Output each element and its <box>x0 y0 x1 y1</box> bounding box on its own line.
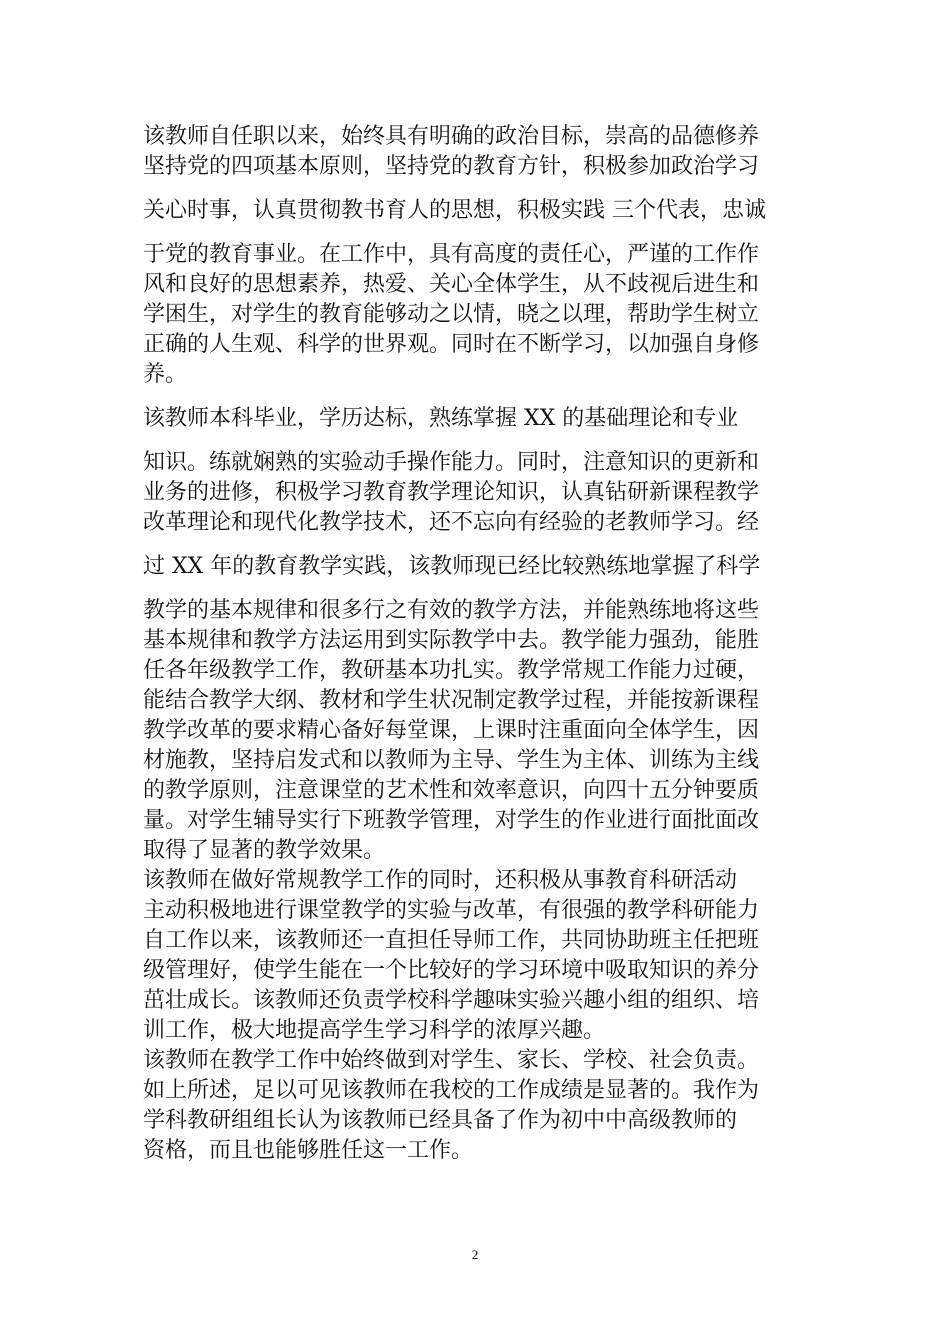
text-line: 过 XX 年的教育教学实践，该教师现已经比较熟练地掌握了科学 <box>143 554 761 579</box>
text-line: 正确的人生观、科学的世界观。同时在不断学习，以加强自身修 <box>143 332 760 357</box>
text-line: 材施教，坚持启发式和以教师为主导、学生为主体、训练为主线 <box>143 748 760 773</box>
text-line: 量。对学生辅导实行下班教学管理，对学生的作业进行面批面改 <box>143 808 760 833</box>
text-line: 关心时事，认真贯彻教书育人的思想，积极实践 三个代表，忠诚 <box>143 198 766 223</box>
page-number: 2 <box>471 1247 479 1262</box>
text-line: 养。 <box>143 362 188 387</box>
text-line: 教学改革的要求精心备好每堂课，上课时注重面向全体学生，因 <box>143 718 760 743</box>
text-line: 改革理论和现代化教学技术，还不忘向有经验的老教师学习。经 <box>143 510 760 535</box>
text-line: 坚持党的四项基本原则，坚持党的教育方针，积极参加政治学习 <box>143 154 760 179</box>
text-line: 自工作以来，该教师还一直担任导师工作，共同协助班主任把班 <box>143 928 760 953</box>
text-line: 该教师自任职以来，始终具有明确的政治目标，崇高的品德修养 <box>143 124 760 149</box>
text-line: 该教师本科毕业，学历达标，熟练掌握 XX 的基础理论和专业 <box>143 406 739 431</box>
text-line: 学科教研组组长认为该教师已经具备了作为初中中高级教师的 <box>143 1108 738 1133</box>
text-line: 基本规律和教学方法运用到实际教学中去。教学能力强劲，能胜 <box>143 628 760 653</box>
text-line: 能结合教学大纲、教材和学生状况制定教学过程，并能按新课程 <box>143 688 760 713</box>
text-line: 教学的基本规律和很多行之有效的教学方法，并能熟练地将这些 <box>143 598 760 623</box>
body-text <box>143 122 823 1166</box>
text-line: 学困生，对学生的教育能够动之以情，晓之以理，帮助学生树立 <box>143 302 760 327</box>
text-line: 知识。练就娴熟的实验动手操作能力。同时，注意知识的更新和 <box>143 450 760 475</box>
text-line: 风和良好的思想素养，热爱、关心全体学生，从不歧视后进生和 <box>143 272 760 297</box>
text-line: 如上所述，足以可见该教师在我校的工作成绩是显著的。我作为 <box>143 1078 760 1103</box>
text-line: 于党的教育事业。在工作中，具有高度的责任心，严谨的工作作 <box>143 242 760 267</box>
text-line: 主动积极地进行课堂教学的实验与改革，有很强的教学科研能力 <box>143 898 760 923</box>
text-line: 任各年级教学工作，教研基本功扎实。教学常规工作能力过硬， <box>143 658 760 683</box>
text-line: 业务的进修，积极学习教育教学理论知识，认真钻研新课程教学 <box>143 480 760 505</box>
text-line: 训工作，极大地提高学生学习科学的浓厚兴趣。 <box>143 1018 606 1043</box>
text-line: 取得了显著的教学效果。 <box>143 838 386 863</box>
text-line: 茁壮成长。该教师还负责学校科学趣味实验兴趣小组的组织、培 <box>143 988 760 1013</box>
text-line: 的教学原则，注意课堂的艺术性和效率意识，向四十五分钟要质 <box>143 778 760 803</box>
text-line: 资格，而且也能够胜任这一工作。 <box>143 1138 474 1163</box>
text-line: 该教师在教学工作中始终做到对学生、家长、学校、社会负责。 <box>143 1048 760 1073</box>
text-line: 级管理好，使学生能在一个比较好的学习环境中吸取知识的养分 <box>143 958 760 983</box>
text-line: 该教师在做好常规教学工作的同时，还积极从事教育科研活动 <box>143 868 738 893</box>
